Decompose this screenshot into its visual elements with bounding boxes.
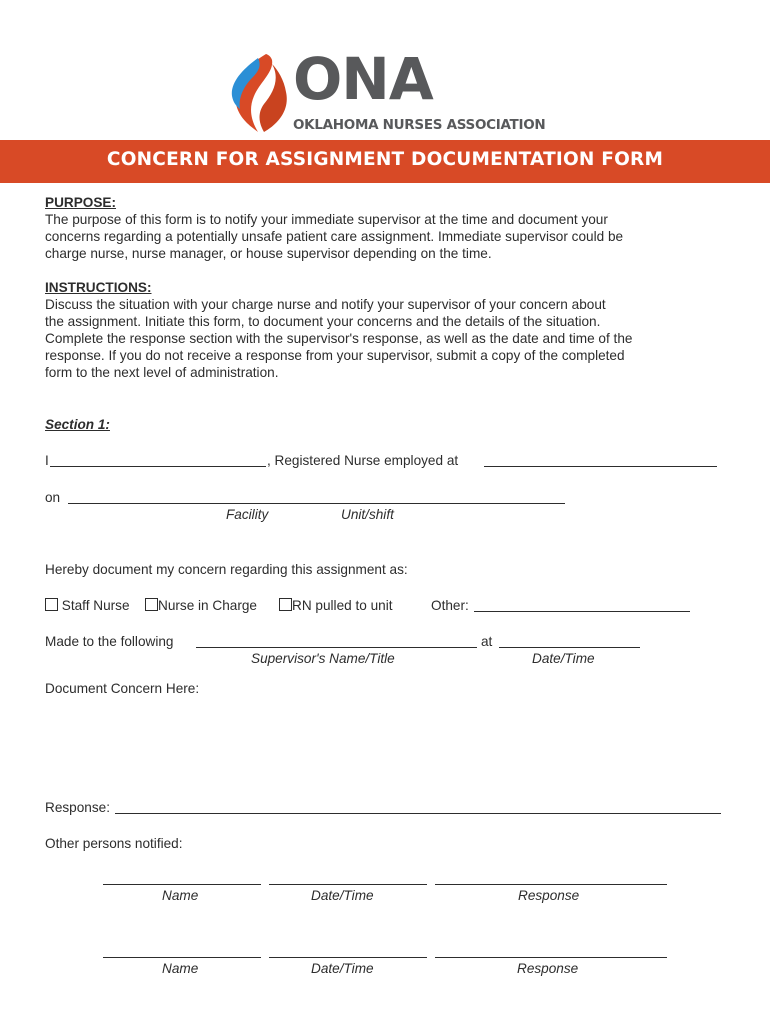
checkbox-rn-pulled[interactable]: [279, 597, 393, 614]
i-prefix: I: [45, 453, 49, 468]
document-concern-label: Document Concern Here:: [45, 681, 200, 696]
organization-name: OKLAHOMA NURSES ASSOCIATION: [293, 117, 546, 133]
logo-wordmark: ONA: [293, 45, 433, 113]
notified-date-time-field[interactable]: [269, 957, 427, 958]
notified-date-time-field[interactable]: [269, 884, 427, 885]
response-label: Response:: [45, 800, 110, 815]
checkbox-icon[interactable]: [145, 598, 158, 611]
facility-unit-field[interactable]: [68, 503, 565, 504]
purpose-line: concerns regarding a potentially unsafe patient care assignment. Immediate supervisor could be: [45, 229, 624, 244]
nurse-name-field[interactable]: [50, 466, 266, 467]
supervisor-name-title-label: Supervisor's Name/Title: [251, 651, 395, 666]
purpose-heading: PURPOSE:: [45, 195, 117, 210]
made-to-label: Made to the following: [45, 634, 174, 649]
unit-shift-label: Unit/shift: [341, 507, 394, 522]
purpose-line: charge nurse, nurse manager, or house supervisor depending on the time.: [45, 246, 492, 261]
date-time-label: Date/Time: [311, 961, 374, 976]
checkbox-label: Nurse in Charge: [158, 598, 257, 613]
instructions-line: Discuss the situation with your charge nurse and notify your supervisor of your concern about: [45, 297, 606, 312]
instructions-line: form to the next level of administration.: [45, 365, 279, 380]
other-field[interactable]: [474, 611, 690, 612]
checkbox-label: RN pulled to unit: [292, 598, 393, 613]
instructions-heading: INSTRUCTIONS:: [45, 280, 152, 295]
instructions-line: Complete the response section with the supervisor's response, as well as the date and time of the: [45, 331, 633, 346]
supervisor-date-time-field[interactable]: [499, 647, 640, 648]
purpose-line: The purpose of this form is to notify your immediate supervisor at the time and document your: [45, 212, 608, 227]
checkbox-icon[interactable]: [45, 598, 58, 611]
date-time-label: Date/Time: [311, 888, 374, 903]
checkbox-icon[interactable]: [279, 598, 292, 611]
checkbox-nurse-in-charge[interactable]: [145, 597, 257, 614]
at-label: at: [481, 634, 493, 649]
facility-label: Facility: [226, 507, 269, 522]
hereby-text: Hereby document my concern regarding this assignment as:: [45, 562, 408, 577]
date-time-label: Date/Time: [532, 651, 595, 666]
notified-response-field[interactable]: [435, 884, 667, 885]
concern-text-area[interactable]: [45, 700, 725, 790]
other-label: Other:: [431, 598, 469, 613]
notified-response-field[interactable]: [435, 957, 667, 958]
name-label: Name: [162, 888, 199, 903]
name-label: Name: [162, 961, 199, 976]
instructions-line: the assignment. Initiate this form, to document your concerns and the details of the situation.: [45, 314, 601, 329]
form-title: CONCERN FOR ASSIGNMENT DOCUMENTATION FORM: [106, 149, 664, 170]
checkbox-staff-nurse[interactable]: [45, 597, 130, 614]
response-column-label: Response: [518, 888, 580, 903]
section-1-heading: Section 1:: [45, 417, 110, 432]
response-field[interactable]: [115, 813, 721, 814]
other-persons-label: Other persons notified:: [45, 836, 183, 851]
instructions-line: response. If you do not receive a response from your supervisor, submit a copy of the completed: [45, 348, 625, 363]
employer-field[interactable]: [484, 466, 717, 467]
on-prefix: on: [45, 490, 61, 505]
notified-name-field[interactable]: [103, 957, 261, 958]
registered-nurse-text: , Registered Nurse employed at: [267, 453, 459, 468]
notified-name-field[interactable]: [103, 884, 261, 885]
supervisor-field[interactable]: [196, 647, 477, 648]
response-column-label: Response: [517, 961, 579, 976]
checkbox-label: Staff Nurse: [61, 598, 130, 613]
